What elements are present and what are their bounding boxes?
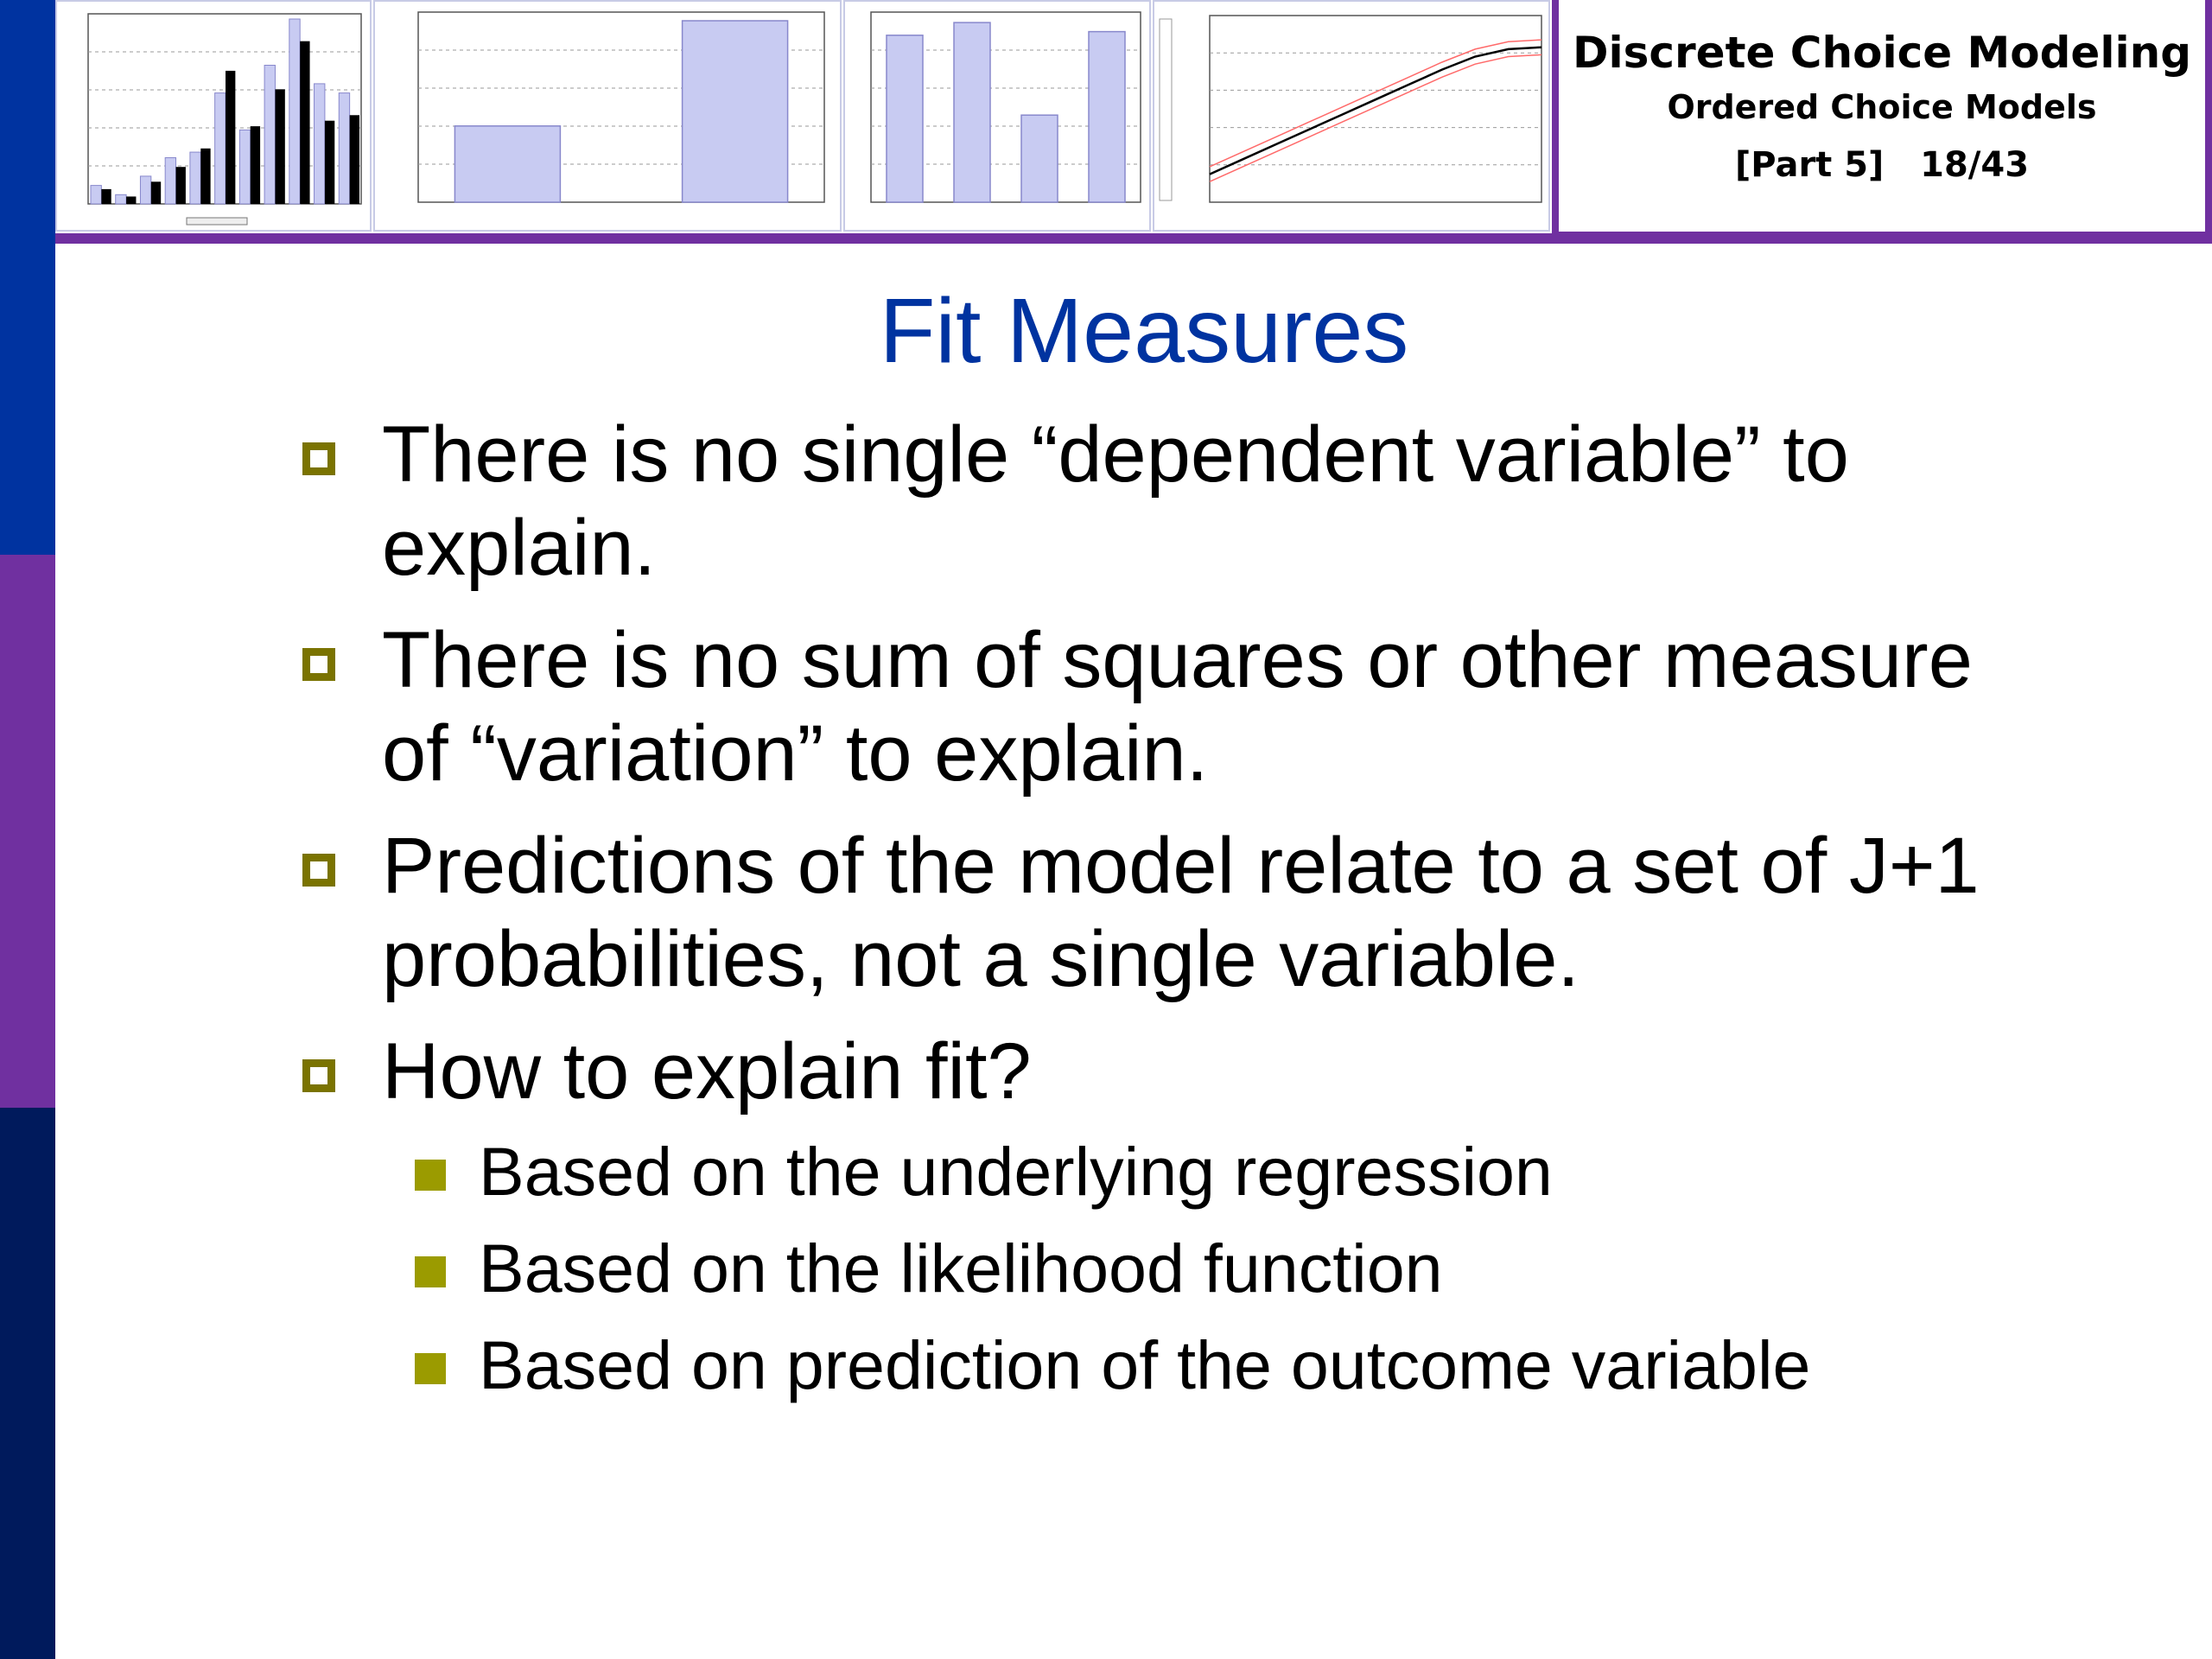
plot-frame bbox=[1210, 16, 1541, 202]
thumbnail-histogram bbox=[55, 0, 372, 232]
bullet-text: There is no sum of squares or other measure of “variation” to explain. bbox=[382, 616, 1973, 798]
histogram-light-bar bbox=[264, 66, 275, 205]
partial-effects-chart bbox=[1154, 2, 1550, 232]
histogram-light-bar bbox=[239, 130, 250, 204]
histogram-light-bar bbox=[165, 158, 175, 205]
histogram-dark-bar bbox=[325, 121, 334, 204]
histogram-dark-bar bbox=[251, 126, 260, 204]
effect-curve bbox=[1210, 48, 1541, 175]
upper-band-line bbox=[1210, 40, 1541, 167]
histogram-dark-bar bbox=[101, 189, 111, 204]
filled-square-bullet-icon bbox=[415, 1160, 446, 1191]
bar-chart-two bbox=[375, 2, 842, 232]
sub-bullet-item bbox=[302, 1123, 2031, 1220]
histogram-dark-bar bbox=[300, 41, 309, 204]
histogram-dark-bar bbox=[226, 71, 235, 204]
hollow-square-bullet-icon bbox=[302, 648, 335, 681]
thumbnail-bar-chart-two bbox=[373, 0, 842, 232]
histogram-dark-bar bbox=[151, 181, 161, 204]
sub-bullet-text: Based on the likelihood function bbox=[479, 1230, 1443, 1306]
axis-label-box bbox=[1160, 19, 1172, 200]
histogram-light-bar bbox=[315, 84, 325, 204]
hollow-square-bullet-icon bbox=[302, 1059, 335, 1092]
lower-band-line bbox=[1210, 54, 1541, 181]
histogram-light-bar bbox=[116, 194, 126, 204]
thumbnail-partial-effects bbox=[1153, 0, 1550, 232]
bullet-item bbox=[302, 613, 2031, 800]
histogram-dark-bar bbox=[126, 196, 136, 204]
histogram-light-bar bbox=[339, 93, 349, 204]
bullet-list bbox=[302, 408, 2031, 1414]
course-subtitle: Ordered Choice Models bbox=[1667, 88, 2097, 126]
course-title-box bbox=[1552, 0, 2212, 238]
slide-title: Fit Measures bbox=[879, 280, 1409, 382]
filled-square-bullet-icon bbox=[415, 1256, 446, 1287]
histogram-chart bbox=[57, 2, 372, 232]
course-title: Discrete Choice Modeling bbox=[1572, 28, 2192, 78]
bar bbox=[1089, 32, 1125, 202]
bullet-text: How to explain fit? bbox=[382, 1027, 1032, 1116]
side-band-navy bbox=[0, 1108, 55, 1659]
bar bbox=[454, 126, 560, 202]
legend-swatch bbox=[187, 218, 247, 225]
sub-bullet-item bbox=[302, 1317, 2031, 1414]
histogram-dark-bar bbox=[350, 115, 359, 204]
bar-chart-four bbox=[845, 2, 1151, 232]
hollow-square-bullet-icon bbox=[302, 442, 335, 475]
histogram-dark-bar bbox=[176, 167, 186, 204]
bullet-item bbox=[302, 408, 2031, 594]
bar bbox=[954, 22, 990, 202]
sub-bullet-text: Based on prediction of the outcome variable bbox=[479, 1326, 1811, 1403]
bar bbox=[683, 21, 788, 202]
histogram-dark-bar bbox=[200, 149, 210, 204]
bullet-text: Predictions of the model relate to a set of J+1 probabilities, not a single variable. bbox=[382, 822, 1980, 1003]
side-band-blue bbox=[0, 0, 55, 555]
hollow-square-bullet-icon bbox=[302, 854, 335, 887]
side-band-purple bbox=[0, 555, 55, 1108]
histogram-light-bar bbox=[289, 19, 300, 204]
bullet-item bbox=[302, 1025, 2031, 1118]
histogram-light-bar bbox=[215, 93, 226, 204]
bar bbox=[887, 35, 923, 202]
histogram-light-bar bbox=[91, 186, 101, 204]
filled-square-bullet-icon bbox=[415, 1353, 446, 1384]
sub-bullet-text: Based on the underlying regression bbox=[479, 1133, 1553, 1210]
histogram-light-bar bbox=[190, 152, 200, 204]
bar bbox=[1021, 115, 1058, 202]
sub-bullet-item bbox=[302, 1220, 2031, 1317]
histogram-dark-bar bbox=[275, 89, 284, 204]
histogram-light-bar bbox=[140, 176, 150, 204]
bullet-text: There is no single “dependent variable” to explain. bbox=[382, 410, 1849, 592]
slide-counter: [Part 5] 18/43 bbox=[1734, 145, 2030, 185]
bullet-item bbox=[302, 819, 2031, 1006]
thumbnail-bar-chart-four bbox=[843, 0, 1151, 232]
